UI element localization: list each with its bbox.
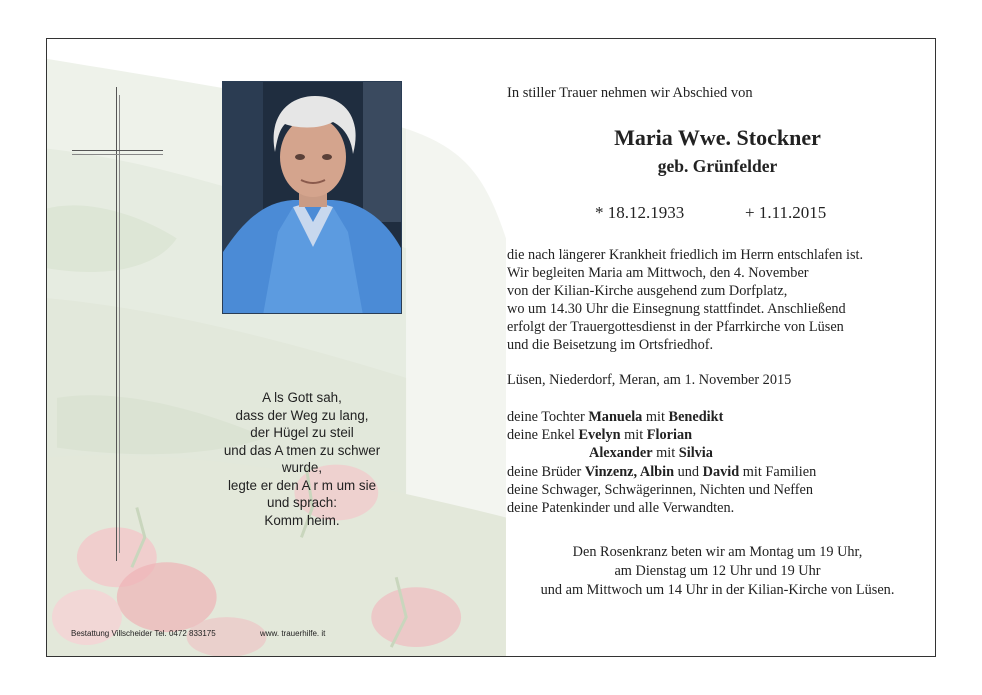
rosary-line: und am Mittwoch um 14 Uhr in der Kilian-Kirche von Lüsen.: [540, 582, 895, 598]
cross-horizontal-line: [72, 150, 163, 151]
obituary-card: [46, 38, 936, 657]
family-line: deine Brüder Vinzenz, Albin und David mit Familien: [507, 463, 817, 480]
poem: [197, 389, 407, 529]
rosary-line: Den Rosenkranz beten wir am Montag um 19 Uhr,: [572, 544, 863, 560]
poem-line: wurde,: [281, 460, 323, 475]
poem-line: dass der Weg zu lang,: [235, 407, 369, 423]
family-line: deine Schwager, Schwägerinnen, Nichten und Neffen: [507, 481, 814, 498]
announcement-text: [507, 246, 863, 354]
poem-line: und sprach:: [267, 495, 337, 510]
birth-date: * 18.12.1933: [595, 203, 685, 222]
death-date: + 1.11.2015: [745, 203, 827, 222]
poem-line: und das A tmen zu schwer: [223, 442, 381, 458]
cross-horizontal-line-inner: [72, 154, 163, 155]
family-line: deine Tochter Manuela mit Benedikt: [507, 409, 724, 425]
cross-vertical-line: [116, 87, 117, 561]
maiden-name: geb. Grünfelder: [657, 156, 778, 176]
portrait-photo: [222, 81, 402, 314]
poem-line: Komm heim.: [264, 512, 340, 528]
text-line: und die Beisetzung im Ortsfriedhof.: [507, 337, 714, 353]
text-line: wo um 14.30 Uhr die Einsegnung stattfindet. Anschließend: [507, 301, 846, 317]
rosary-schedule: [487, 543, 936, 600]
rosary-line: am Dienstag um 12 Uhr und 19 Uhr: [614, 563, 821, 579]
deceased-name: Maria Wwe. Stockner: [614, 125, 821, 150]
cross-vertical-line-inner: [119, 95, 120, 553]
footer-website[interactable]: www. trauerhilfe. it: [260, 629, 326, 638]
text-line: erfolgt der Trauergottesdienst in der Pfarrkirche von Lüsen: [507, 319, 844, 335]
poem-line: A ls Gott sah,: [262, 390, 342, 405]
place-date: Lüsen, Niederdorf, Meran, am 1. November 2015: [507, 372, 792, 388]
family-line: Alexander mit Silvia: [589, 445, 713, 462]
text-line: Wir begleiten Maria am Mittwoch, den 4. November: [507, 265, 809, 281]
poem-line: der Hügel zu steil: [250, 425, 354, 440]
poem-line: legte er den A r m um sie: [227, 477, 377, 493]
family-line: deine Enkel Evelyn mit Florian: [507, 427, 693, 444]
family-line: deine Patenkinder und alle Verwandten.: [507, 500, 735, 517]
intro-text: In stiller Trauer nehmen wir Abschied von: [507, 85, 753, 101]
footer-company: Bestattung Villscheider Tel. 0472 833175: [71, 629, 216, 638]
family-list: [507, 408, 816, 517]
text-line: die nach längerer Krankheit friedlich im Herrn entschlafen ist.: [507, 247, 864, 263]
text-line: von der Kilian-Kirche ausgehend zum Dorfplatz,: [507, 283, 788, 299]
